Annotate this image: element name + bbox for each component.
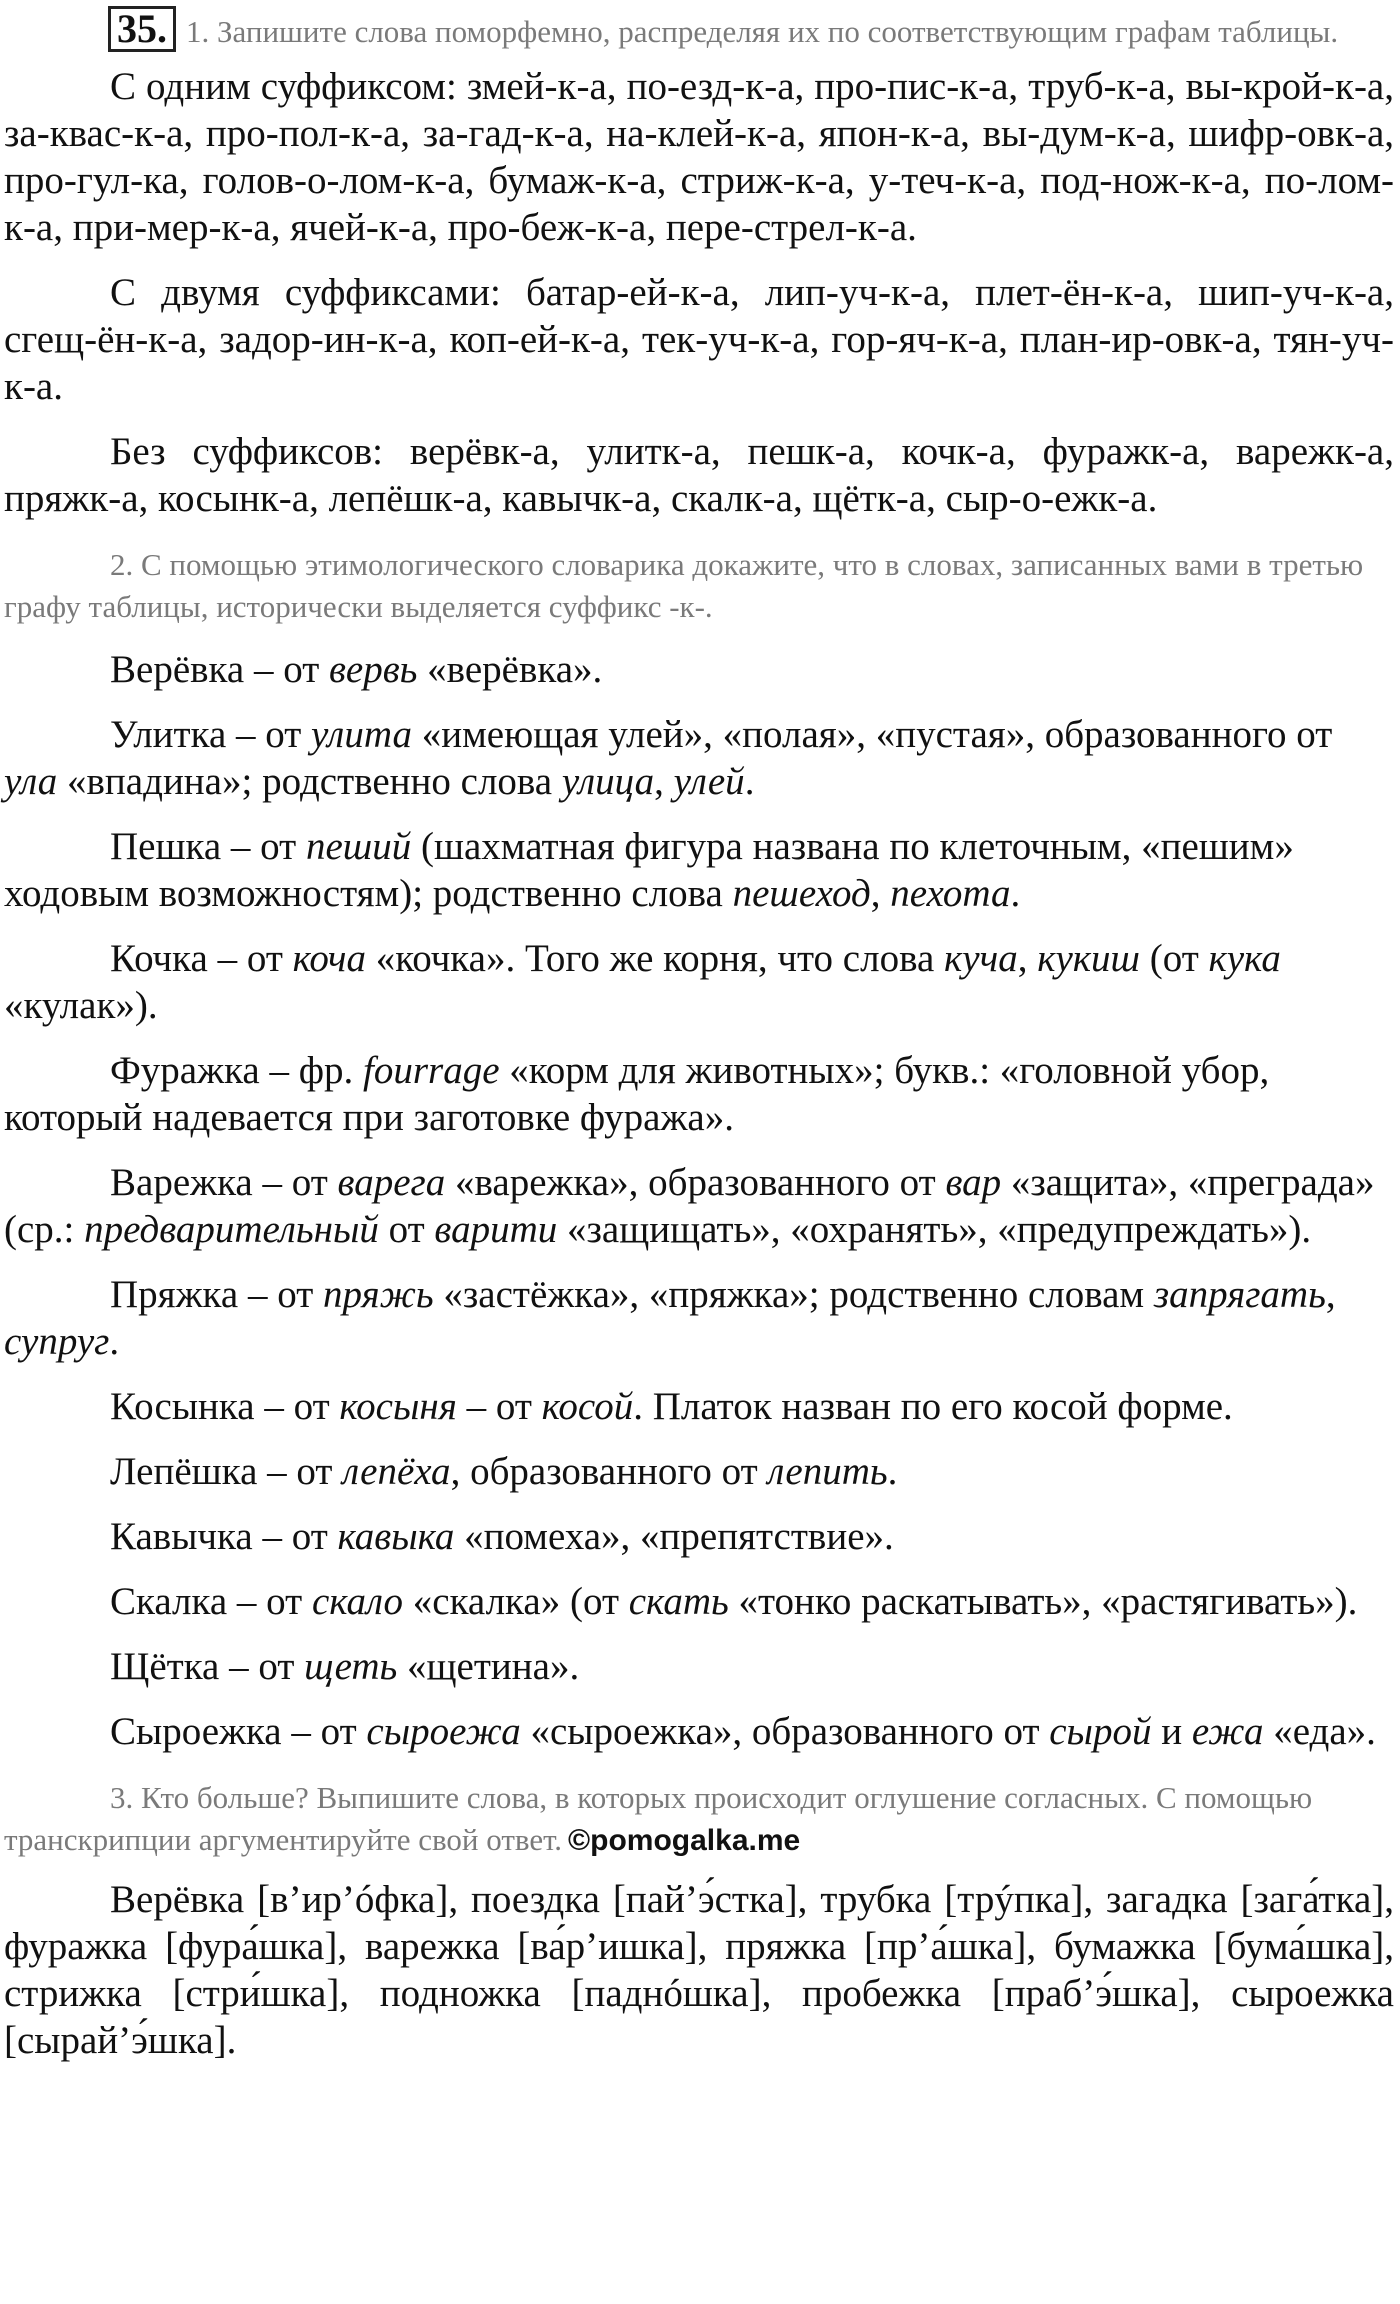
etymology-entry: Улитка – от улита «имеющая улей», «полая», «пустая», образованного от ула «впадина»; родственно слова улица, улей. bbox=[4, 713, 1333, 803]
etymology-entry: Щётка – от щеть «щетина». bbox=[110, 1645, 580, 1688]
two-suffixes-paragraph: С двумя суффиксами: батар-ей-к-а, лип-уч-к-а, плет-ён-к-а, шип-уч-к-а, сгещ-ён-к-а, задор-ин-к-а, коп-ей-к-а, тек-уч-к-а, гор-яч-к-а, план-ир-овк-а, тян-уч-к-а. bbox=[4, 271, 1394, 408]
etymology-entry: Кавычка – от кавыка «помеха», «препятствие». bbox=[110, 1515, 894, 1558]
task-2-instruction: 2. С помощью этимологического словарика докажите, что в словах, записанных вами в третью графу таблицы, исторически выделяется суффикс -к-. bbox=[4, 547, 1364, 624]
etymology-entry: Лепёшка – от лепёха, образованного от лепить. bbox=[110, 1450, 898, 1493]
etymology-entry: Верёвка – от вервь «верёвка». bbox=[110, 648, 603, 691]
etymology-entry: Сыроежка – от сыроежа «сыроежка», образованного от сырой и ежа «еда». bbox=[110, 1710, 1376, 1753]
etymology-list bbox=[4, 646, 1394, 1755]
etymology-entry: Кочка – от коча «кочка». Того же корня, что слова куча, кукиш (от кука «кулак»). bbox=[4, 937, 1281, 1027]
etymology-entry: Косынка – от косыня – от косой. Платок назван по его косой форме. bbox=[110, 1385, 1233, 1428]
no-suffixes-paragraph: Без суффиксов: верёвк-а, улитк-а, пешк-а, кочк-а, фуражк-а, варежк-а, пряжк-а, косынк-а, лепёшк-а, кавычк-а, скалк-а, щётк-а, сыр-о-ежк-а. bbox=[4, 430, 1394, 520]
etymology-entry: Пряжка – от пряжь «застёжка», «пряжка»; родственно словам запрягать, супруг. bbox=[4, 1273, 1336, 1363]
etymology-entry: Скалка – от скало «скалка» (от скать «тонко раскатывать», «растягивать»). bbox=[110, 1580, 1358, 1623]
watermark: ©pomogalka.me bbox=[568, 1824, 801, 1857]
one-suffix-paragraph: С одним суффиксом: змей-к-а, по-езд-к-а, про-пис-к-а, труб-к-а, вы-крой-к-а, за-квас-к-а, про-пол-к-а, за-гад-к-а, на-клей-к-а, япон-к-а, вы-дум-к-а, шифр-овк-а, про-гул-ка, голов-о-лом-к-а, бумаж-к-а, стриж-к-а, у-теч-к-а, под-нож-к-а, по-лом-к-а, при-мер-к-а, ячей-к-а, про-беж-к-а, пере-стрел-к-а. bbox=[4, 65, 1394, 249]
task-3-instruction bbox=[4, 1777, 1394, 1862]
task-1-instruction: 1. Запишите слова поморфемно, распределяя их по соответствующим графам таблицы. bbox=[186, 14, 1339, 49]
etymology-entry: Пешка – от пеший (шахматная фигура названа по клеточным, «пешим» ходовым возможностям); родственно слова пешеход, пехота. bbox=[4, 825, 1294, 915]
etymology-entry: Варежка – от варега «варежка», образованного от вар «защита», «преграда» (ср.: предварительный от варити «защищать», «охранять», «предупреждать»). bbox=[4, 1161, 1375, 1251]
task-3-text: 3. Кто больше? Выпишите слова, в которых происходит оглушение согласных. С помощью транскрипции аргументируйте свой ответ. bbox=[4, 1780, 1313, 1857]
task-1-heading bbox=[4, 6, 1394, 53]
exercise-number: 35. bbox=[108, 6, 176, 52]
etymology-entry: Фуражка – фр. fourrage «корм для животных»; букв.: «головной убор, который надевается при заготовке фуража». bbox=[4, 1049, 1270, 1139]
task-3-answer: Верёвка [в’ир’óфка], поездка [пай’э́стка], трубка [трýпка], загадка [зага́тка], фуражка [фура́шка], варежка [ва́р’ишка], пряжка [пр’а́шка], бумажка [бума́шка], стрижка [стри́шка], подножка [паднóшка], пробежка [праб’э́шка], сыроежка [сырай’э́шка]. bbox=[4, 1878, 1394, 2062]
